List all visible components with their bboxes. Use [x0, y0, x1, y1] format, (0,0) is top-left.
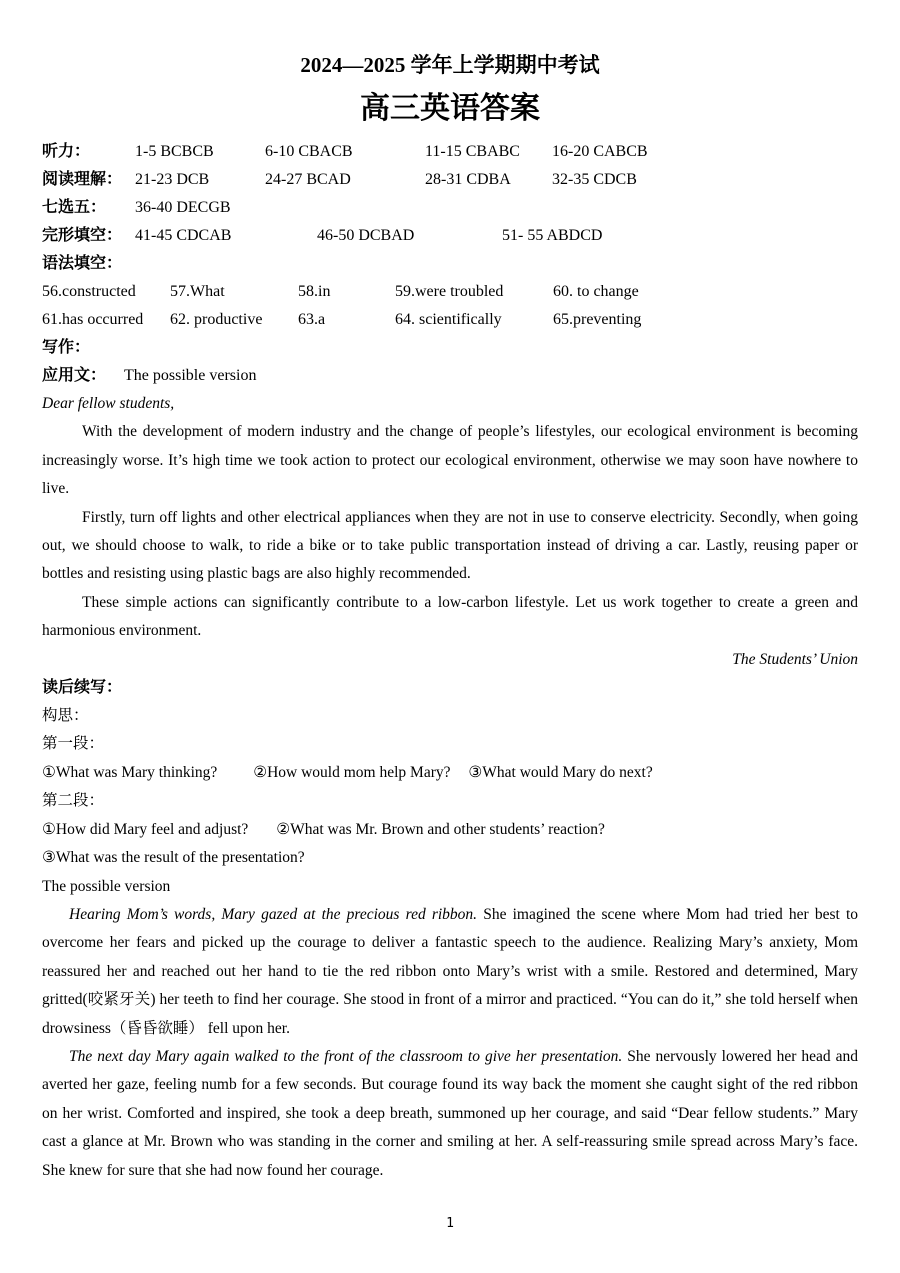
continuation-para2-label: 第二段：	[42, 792, 105, 810]
continuation-plan-label: 构思：	[42, 707, 89, 725]
continuation-paragraph-1-rest: She imagined the scene where Mom had tried her best to overcome her fears and picked up the courage to deliver a fantastic speech to the audience. Realizing Mary’s anxiety, Mom reassured her and reached out her hand to tie the red ribbon onto Mary’s wrist with a smile. Restored and determined, Mary gritted(咬紧牙关) her teeth to find her courage. She stood in front of a mirror and practiced. “You can do it,” she told herself when drowsiness（昏昏欲睡） fell upon her.	[42, 905, 858, 1037]
letter-paragraph-2: Firstly, turn off lights and other electrical appliances when they are not in use to conserve electricity. Secondly, when going out, we should choose to walk, to ride a bike or to take public transportation instead of driving a car. Lastly, reusing paper or bottles and resisting using plastic bags are also highly recommended.	[42, 508, 858, 583]
applied-writing-label: 应用文：	[42, 367, 107, 384]
grammar-answer-59: 59.were troubled	[395, 283, 504, 300]
cloze-label: 完形填空：	[42, 227, 123, 244]
continuation-paragraph-1-lead: Hearing Mom’s words, Mary gazed at the precious red ribbon.	[69, 905, 478, 923]
continuation-para2-question-3: ③What was the result of the presentation?	[42, 849, 305, 867]
reading-label: 阅读理解：	[42, 171, 123, 188]
cloze-group-2: 46-50 DCBAD	[317, 227, 415, 244]
listening-answers-row	[42, 138, 858, 166]
para2-question-2: ②What was Mr. Brown and other students’ reaction?	[276, 820, 605, 838]
grammar-answer-57: 57.What	[170, 283, 225, 300]
grammar-answer-58: 58.in	[298, 283, 331, 300]
reading-group-1: 21-23 DCB	[135, 171, 210, 188]
grammar-label: 语法填空：	[42, 255, 123, 272]
continuation-section-label: 读后续写：	[42, 679, 123, 697]
listening-group-2: 6-10 CBACB	[265, 143, 353, 160]
grammar-answers-row-2	[42, 306, 858, 334]
grammar-answer-60: 60. to change	[553, 283, 639, 300]
writing-section-label: 写作：	[42, 339, 91, 356]
answer-sheet-title: 高三英语答案	[360, 92, 540, 125]
listening-group-4: 16-20 CABCB	[552, 143, 648, 160]
continuation-paragraph-2	[42, 1043, 858, 1185]
grammar-answer-64: 64. scientifically	[395, 311, 502, 328]
para2-question-1: ①How did Mary feel and adjust?	[42, 820, 249, 838]
grammar-answer-62: 62. productive	[170, 311, 263, 328]
grammar-answer-56: 56.constructed	[42, 283, 136, 300]
letter-signature: The Students’ Union	[732, 650, 858, 668]
listening-label: 听力：	[42, 143, 91, 160]
cloze-answers-row	[42, 222, 858, 250]
grammar-answers-row-1	[42, 278, 858, 306]
continuation-para2-questions	[42, 816, 858, 844]
exam-session-title: 2024—2025 学年上学期期中考试	[300, 53, 600, 77]
continuation-paragraph-1	[42, 901, 858, 1043]
letter-paragraph-3: These simple actions can significantly contribute to a low-carbon lifestyle. Let us work together to create a green and harmonious environment.	[42, 593, 858, 640]
applied-writing-row	[42, 362, 858, 390]
reading-answers-row	[42, 166, 858, 194]
reading-group-4: 32-35 CDCB	[552, 171, 637, 188]
grammar-answer-61: 61.has occurred	[42, 311, 144, 328]
grammar-section-row	[42, 250, 858, 278]
reading-group-3: 28-31 CDBA	[425, 171, 511, 188]
para1-question-3: ③What would Mary do next?	[468, 763, 653, 781]
continuation-para1-label: 第一段：	[42, 735, 105, 753]
listening-group-1: 1-5 BCBCB	[135, 143, 214, 160]
continuation-paragraph-2-rest: She nervously lowered her head and averted her gaze, feeling numb for a few seconds. But courage found its way back the moment she caught sight of the red ribbon on her wrist. Comforted and inspired, she took a deep breath, summoned up her courage, and said “Dear fellow students.” Mary cast a glance at Mr. Brown who was standing in the corner and smiling at her. A self-reassuring smile spread across Mary’s face. She knew for sure that she had now found her courage.	[42, 1047, 858, 1179]
grammar-answer-65: 65.preventing	[553, 311, 642, 328]
cloze-group-1: 41-45 CDCAB	[135, 227, 232, 244]
cloze-group-3: 51- 55 ABDCD	[502, 227, 603, 244]
seven-choose-five-row	[42, 194, 858, 222]
reading-group-2: 24-27 BCAD	[265, 171, 351, 188]
page-number: 1	[446, 1216, 454, 1231]
continuation-version-label: The possible version	[42, 877, 171, 895]
applied-writing-intro: The possible version	[124, 367, 257, 384]
seven-choose-five-group-1: 36-40 DECGB	[135, 199, 231, 216]
continuation-para1-questions	[42, 759, 858, 787]
letter-salutation: Dear fellow students,	[42, 395, 175, 412]
para1-question-1: ①What was Mary thinking?	[42, 763, 218, 781]
letter-paragraph-1: With the development of modern industry and the change of people’s lifestyles, our ecological environment is becoming increasingly worse. It’s high time we took action to protect our ecological environment, otherwise we may soon have nowhere to live.	[42, 423, 858, 498]
seven-choose-five-label: 七选五：	[42, 199, 107, 216]
grammar-answer-63: 63.a	[298, 311, 326, 328]
listening-group-3: 11-15 CBABC	[425, 143, 520, 160]
continuation-paragraph-2-lead: The next day Mary again walked to the front of the classroom to give her presentation.	[69, 1047, 623, 1065]
para1-question-2: ②How would mom help Mary?	[253, 763, 451, 781]
